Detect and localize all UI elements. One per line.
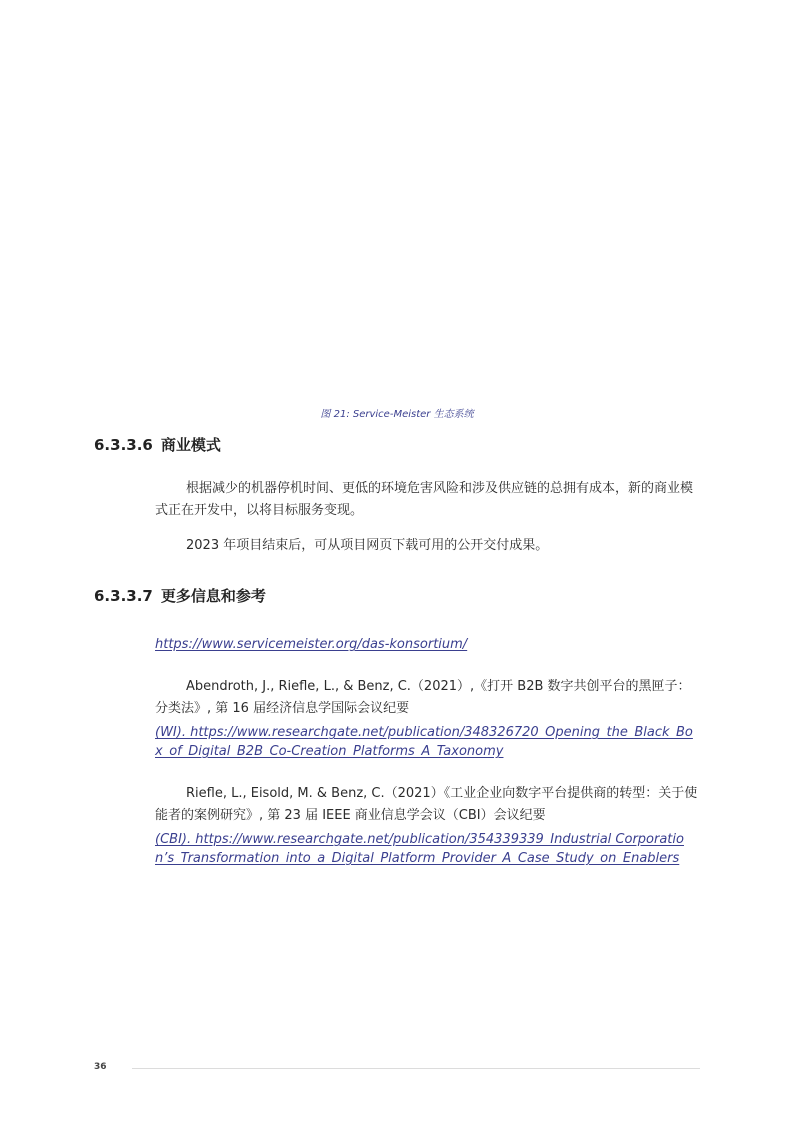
reference-1-link[interactable]: (WI). https://www.researchgate.net/publication/348326720_Opening_the_Black_Box_of_Digital_B2B_Co-Creation_Platforms_A_Taxonomy bbox=[155, 725, 693, 759]
section-heading-references bbox=[94, 585, 266, 606]
figure-caption: 图 21: Service-Meister 生态系统 bbox=[320, 409, 474, 420]
reference-2-text: Riefle, L., Eisold, M. & Benz, C.（2021）《工业企业向数字平台提供商的转型：关于使能者的案例研究》, 第 23 届 IEEE 商业信息学会议（CBI）会议纪要 bbox=[155, 786, 698, 823]
section-number: 6.3.3.7 bbox=[94, 587, 153, 605]
reference-1-text: Abendroth, J., Riefle, L., & Benz, C.（2021）,《打开 B2B 数字共创平台的黑匣子：分类法》, 第 16 届经济信息学国际会议纪要 bbox=[155, 679, 691, 716]
section-title: 商业模式 bbox=[160, 436, 221, 454]
section-heading-business-model bbox=[94, 434, 221, 455]
figure-area bbox=[94, 30, 700, 390]
project-website-link[interactable]: https://www.servicemeister.org/das-konsortium/ bbox=[155, 637, 468, 652]
deliverables-paragraph: 2023 年项目结束后，可从项目网页下载可用的公开交付成果。 bbox=[186, 538, 549, 553]
page-number: 36 bbox=[94, 1062, 107, 1072]
reference-2-link[interactable]: (CBI). https://www.researchgate.net/publication/354339339_Industrial Corporation’s_Transformation_into_a_Digital_Platform_Provider_A_Case_Study_on_Enablers bbox=[155, 832, 684, 866]
section-title: 更多信息和参考 bbox=[160, 587, 266, 605]
section-number: 6.3.3.6 bbox=[94, 436, 153, 454]
business-model-paragraph: 根据减少的机器停机时间、更低的环境危害风险和涉及供应链的总拥有成本，新的商业模式正在开发中，以将目标服务变现。 bbox=[155, 481, 694, 518]
footer-divider bbox=[132, 1068, 700, 1069]
